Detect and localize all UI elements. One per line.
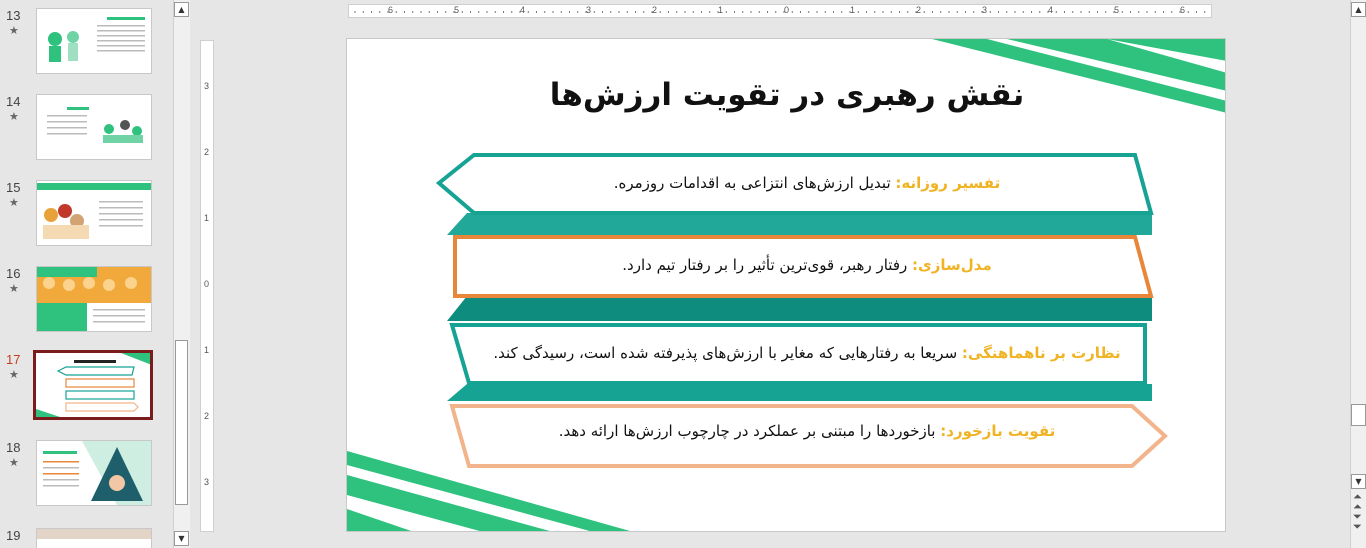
ruler-label: 5 <box>1114 5 1120 15</box>
scroll-down-icon[interactable]: ▼ <box>1351 474 1366 489</box>
slide-number: 18 <box>6 440 21 455</box>
ruler-label: 3 <box>204 477 210 487</box>
slide-thumbnail-14[interactable] <box>0 94 172 174</box>
slide-thumbnail-15[interactable] <box>0 180 172 260</box>
ruler-label: 5 <box>454 5 460 15</box>
ruler-label: 6 <box>1180 5 1186 15</box>
item-text: سریعا به رفتارهایی که مغایر با ارزش‌های پذیرفته شده است، رسیدگی کند. <box>493 344 962 362</box>
ruler-label: 2 <box>204 411 210 421</box>
slide-preview <box>36 8 152 74</box>
slide-preview <box>36 94 152 160</box>
slide-preview <box>33 350 153 420</box>
animation-star-icon: ★ <box>9 368 19 381</box>
slide-thumbnail-19[interactable] <box>0 528 172 548</box>
ruler-label: 2 <box>652 5 658 15</box>
animation-star-icon: ★ <box>9 456 19 469</box>
slide-canvas[interactable] <box>346 38 1226 532</box>
ruler-label: 0 <box>204 279 210 289</box>
slide-preview <box>36 440 152 506</box>
animation-star-icon: ★ <box>9 196 19 209</box>
slide-editor <box>190 0 1366 548</box>
ruler-label: 3 <box>586 5 592 15</box>
slide-number: 15 <box>6 180 21 195</box>
item-label: مدل‌سازی: <box>912 256 992 274</box>
slide-number: 16 <box>6 266 21 281</box>
slide-number: 13 <box>6 8 21 23</box>
list-item[interactable] <box>477 256 1137 274</box>
slide-number: 14 <box>6 94 21 109</box>
ruler-label: 2 <box>204 147 210 157</box>
horizontal-ruler <box>348 4 1212 18</box>
slide-number: 19 <box>6 528 21 543</box>
item-label: تفسیر روزانه: <box>895 174 1001 192</box>
ruler-label: 2 <box>916 5 922 15</box>
animation-star-icon: ★ <box>9 282 19 295</box>
list-item[interactable] <box>487 174 1127 192</box>
item-label: تقویت بازخورد: <box>940 422 1056 440</box>
ruler-label: 0 <box>784 5 790 15</box>
ruler-label: 3 <box>204 81 210 91</box>
animation-star-icon: ★ <box>9 110 19 123</box>
ruler-label: 1 <box>204 345 210 355</box>
ruler-label: 1 <box>850 5 856 15</box>
editor-scrollbar[interactable] <box>1350 0 1366 548</box>
slide-preview <box>36 180 152 246</box>
slide-preview <box>36 266 152 332</box>
item-text: رفتار رهبر، قوی‌ترین تأثیر را بر رفتار تیم دارد. <box>622 256 912 274</box>
slide-thumbnail-13[interactable] <box>0 8 172 88</box>
item-text: بازخوردها را مبتنی بر عملکرد در چارچوب ارزش‌ها ارائه دهد. <box>558 422 941 440</box>
previous-slide-icon[interactable]: ⏶ ⏶ <box>1353 490 1362 513</box>
slide-number: 17 <box>6 352 21 367</box>
animation-star-icon: ★ <box>9 24 19 37</box>
thumbnail-scrollbar[interactable] <box>173 0 190 548</box>
slide-thumbnail-17[interactable] <box>0 352 172 432</box>
ruler-label: 6 <box>388 5 394 15</box>
ruler-label: 3 <box>982 5 988 15</box>
list-item[interactable] <box>477 422 1137 440</box>
slide-preview <box>36 528 152 548</box>
ruler-label: 4 <box>1048 5 1054 15</box>
ruler-label: 4 <box>520 5 526 15</box>
list-item[interactable] <box>472 344 1142 362</box>
item-text: تبدیل ارزش‌های انتزاعی به اقدامات روزمره. <box>613 174 896 192</box>
scrollbar-thumb[interactable] <box>1351 404 1366 426</box>
slide-title[interactable]: نقش رهبری در تقویت ارزش‌ها <box>549 77 1025 113</box>
slide-thumbnail-16[interactable] <box>0 266 172 346</box>
ruler-label: 1 <box>718 5 724 15</box>
next-slide-icon[interactable]: ⏷ ⏷ <box>1353 510 1362 533</box>
slide-thumbnail-panel <box>0 0 172 548</box>
item-label: نظارت بر ناهماهنگی: <box>961 344 1121 362</box>
ruler-label: 1 <box>204 213 210 223</box>
scroll-down-icon[interactable]: ▼ <box>174 531 189 546</box>
scrollbar-thumb[interactable] <box>175 340 188 505</box>
scroll-up-icon[interactable]: ▲ <box>1351 2 1366 17</box>
slide-thumbnail-18[interactable] <box>0 440 172 520</box>
scroll-up-icon[interactable]: ▲ <box>174 2 189 17</box>
vertical-ruler <box>200 40 214 532</box>
